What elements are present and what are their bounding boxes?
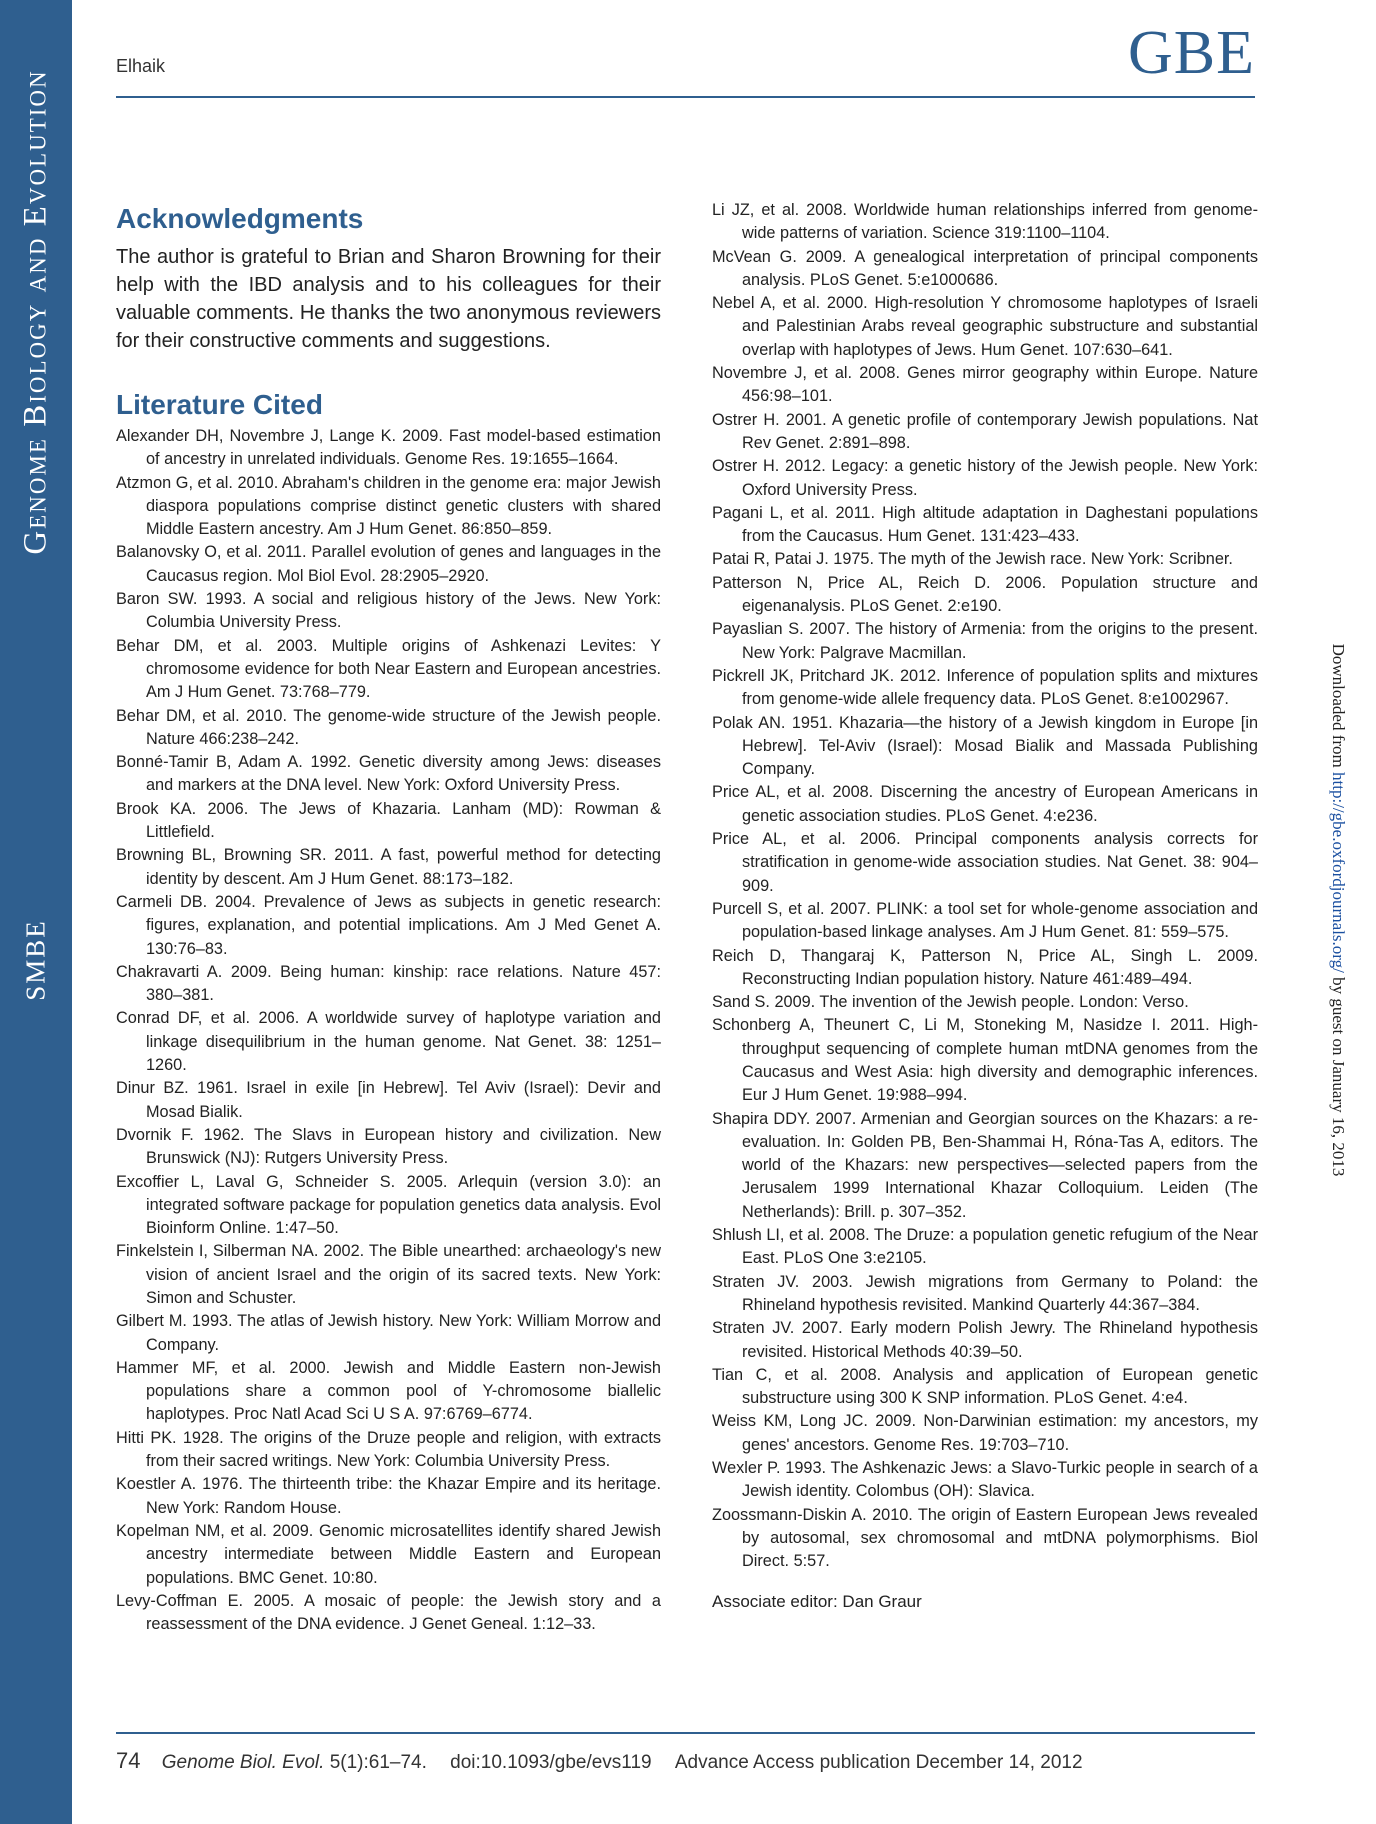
reference-item: Atzmon G, et al. 2010. Abraham's children in the genome era: major Jewish diaspora populations comprise distinct genetic clusters with shared Middle Eastern ancestry. Am J Hum Genet. 86:850–859. [116, 473, 661, 539]
right-column [712, 199, 1258, 1612]
associate-editor-name: Dan Graur [842, 1591, 922, 1611]
reference-item: Carmeli DB. 2004. Prevalence of Jews as subjects in genetic research: figures, explanation, and potential implications. Am J Med Genet A. 130:76–83. [116, 892, 661, 958]
sidebar-journal-name: Genome Biology and Evolution [17, 69, 54, 555]
reference-item: Koestler A. 1976. The thirteenth tribe: the Khazar Empire and its heritage. New York: Random House. [116, 1475, 661, 1517]
reference-item: Chakravarti A. 2009. Being human: kinship: race relations. Nature 457: 380–381. [116, 962, 661, 1005]
download-notice-suffix: by guest on January 16, 2013 [1329, 977, 1348, 1177]
footer-doi: doi:10.1093/gbe/evs119 [450, 1752, 652, 1773]
reference-item: Gilbert M. 1993. The atlas of Jewish history. New York: William Morrow and Company. [116, 1312, 661, 1354]
footer-volume: 5(1):61–74. [329, 1752, 427, 1773]
reference-item: Nebel A, et al. 2000. High-resolution Y chromosome haplotypes of Israeli and Palestinian Arabs reveal geographic substructure and substantial overlap with haplotypes of Jews. Hum Genet. 107:630–641. [712, 294, 1258, 359]
reference-item: Patai R, Patai J. 1975. The myth of the Jewish race. New York: Scribner. [712, 550, 1233, 569]
literature-cited-heading: Literature Cited [116, 389, 323, 420]
reference-item: Hitti PK. 1928. The origins of the Druze people and religion, with extracts from their sacred writings. New York: Columbia University Press. [116, 1428, 661, 1471]
acknowledgments-heading: Acknowledgments [116, 203, 364, 234]
reference-item: Price AL, et al. 2008. Discerning the ancestry of European Americans in genetic association studies. PLoS Genet. 4:e236. [712, 783, 1258, 825]
reference-item: Dinur BZ. 1961. Israel in exile [in Hebrew]. Tel Aviv (Israel): Devir and Mosad Bialik. [116, 1079, 661, 1121]
reference-item: Zoossmann-Diskin A. 2010. The origin of Eastern European Jews revealed by autosomal, sex chromosomal and mtDNA polymorphisms. Biol Direct. 5:57. [712, 1505, 1258, 1571]
reference-item: Tian C, et al. 2008. Analysis and application of European genetic substructure using 300 K SNP information. PLoS Genet. 4:e4. [712, 1365, 1258, 1408]
journal-sidebar-band [0, 0, 72, 1824]
running-head-author: Elhaik [116, 56, 166, 76]
left-column [116, 199, 661, 1636]
reference-list-right [712, 199, 1258, 1574]
reference-item: Polak AN. 1951. Khazaria—the history of a Jewish kingdom in Europe [in Hebrew]. Tel-Aviv (Israel): Mosad Bialik and Massada Publishing Company. [712, 713, 1258, 779]
download-notice-link[interactable]: http://gbe.oxfordjournals.org/ [1329, 772, 1348, 973]
header-divider [116, 96, 1255, 98]
reference-item: Dvornik F. 1962. The Slavs in European history and civilization. New Brunswick (NJ): Rutgers University Press. [116, 1125, 661, 1168]
reference-item: Straten JV. 2007. Early modern Polish Jewry. The Rhineland hypothesis revisited. Historical Methods 40:39–50. [712, 1319, 1258, 1361]
reference-item: Sand S. 2009. The invention of the Jewish people. London: Verso. [712, 993, 1189, 1012]
reference-item: Schonberg A, Theunert C, Li M, Stoneking M, Nasidze I. 2011. High-throughput sequencing of complete human mtDNA genomes from the Caucasus and West Asia: high diversity and demographic inferences. Eur J Hum Genet. 19:988–994. [712, 1016, 1258, 1105]
reference-item: Bonné-Tamir B, Adam A. 1992. Genetic diversity among Jews: diseases and markers at the DNA level. New York: Oxford University Press. [116, 753, 661, 795]
reference-item: McVean G. 2009. A genealogical interpretation of principal components analysis. PLoS Genet. 5:e1000686. [712, 247, 1258, 289]
reference-item: Purcell S, et al. 2007. PLINK: a tool set for whole-genome association and population-based linkage analyses. Am J Hum Genet. 81: 559–575. [712, 899, 1258, 942]
reference-item: Weiss KM, Long JC. 2009. Non-Darwinian estimation: my ancestors, my genes' ancestors. Genome Res. 19:703–710. [712, 1412, 1258, 1454]
reference-item: Behar DM, et al. 2010. The genome-wide structure of the Jewish people. Nature 466:238–242. [116, 706, 661, 748]
reference-item: Price AL, et al. 2006. Principal components analysis corrects for stratification in genome-wide association studies. Nat Genet. 38: 904–909. [712, 830, 1258, 895]
reference-item: Straten JV. 2003. Jewish migrations from Germany to Poland: the Rhineland hypothesis revisited. Mankind Quarterly 44:367–384. [712, 1272, 1258, 1314]
reference-item: Browning BL, Browning SR. 2011. A fast, powerful method for detecting identity by descent. Am J Hum Genet. 88:173–182. [116, 846, 661, 888]
sidebar-society-name: SMBE [20, 919, 51, 1001]
reference-item: Alexander DH, Novembre J, Lange K. 2009. Fast model-based estimation of ancestry in unrelated individuals. Genome Res. 19:1655–1664. [116, 427, 661, 469]
reference-item: Behar DM, et al. 2003. Multiple origins of Ashkenazi Levites: Y chromosome evidence for both Near Eastern and European ancestries. Am J Hum Genet. 73:768–779. [116, 636, 661, 702]
reference-item: Shapira DDY. 2007. Armenian and Georgian sources on the Khazars: a re-evaluation. In: Golden PB, Ben-Shammai H, Róna-Tas A, editors. The world of the Khazars: new perspectives—selected papers from the Jerusalem 1999 International Khazar Colloquium. Leiden (The Netherlands): Brill. p. 307–352. [712, 1109, 1258, 1221]
reference-item: Shlush LI, et al. 2008. The Druze: a population genetic refugium of the Near East. PLoS One 3:e2105. [712, 1226, 1258, 1268]
journal-logo-text: GBE [1128, 19, 1255, 87]
associate-editor [712, 1592, 1258, 1612]
footer-publication: Advance Access publication December 14, 2012 [674, 1752, 1083, 1773]
reference-item: Patterson N, Price AL, Reich D. 2006. Population structure and eigenanalysis. PLoS Genet. 2:e190. [712, 573, 1258, 616]
acknowledgments-text: The author is grateful to Brian and Sharon Browning for their help with the IBD analysis and to his colleagues for their valuable comments. He thanks the two anonymous reviewers for their constructive comments and suggestions. [116, 246, 661, 352]
reference-item: Baron SW. 1993. A social and religious history of the Jews. New York: Columbia University Press. [116, 590, 661, 632]
reference-item: Balanovsky O, et al. 2011. Parallel evolution of genes and languages in the Caucasus region. Mol Biol Evol. 28:2905–2920. [116, 543, 661, 585]
reference-item: Novembre J, et al. 2008. Genes mirror geography within Europe. Nature 456:98–101. [712, 364, 1258, 406]
reference-item: Excoffier L, Laval G, Schneider S. 2005. Arlequin (version 3.0): an integrated software package for population genetics data analysis. Evol Bioinform Online. 1:47–50. [116, 1172, 661, 1238]
reference-item: Conrad DF, et al. 2006. A worldwide survey of haplotype variation and linkage disequilibrium in the human genome. Nat Genet. 38: 1251–1260. [116, 1009, 661, 1075]
reference-item: Reich D, Thangaraj K, Patterson N, Price AL, Singh L. 2009. Reconstructing Indian population history. Nature 461:489–494. [712, 946, 1258, 988]
reference-item: Brook KA. 2006. The Jews of Khazaria. Lanham (MD): Rowman & Littlefield. [116, 799, 661, 842]
page-footer [116, 1748, 1083, 1774]
reference-item: Wexler P. 1993. The Ashkenazic Jews: a Slavo-Turkic people in search of a Jewish identity. Colombus (OH): Slavica. [712, 1459, 1258, 1501]
associate-editor-label: Associate editor: [712, 1591, 838, 1611]
reference-item: Hammer MF, et al. 2000. Jewish and Middle Eastern non-Jewish populations share a common pool of Y-chromosome biallelic haplotypes. Proc Natl Acad Sci U S A. 97:6769–6774. [116, 1358, 661, 1424]
reference-item: Ostrer H. 2012. Legacy: a genetic history of the Jewish people. New York: Oxford University Press. [712, 457, 1258, 499]
reference-item: Kopelman NM, et al. 2009. Genomic microsatellites identify shared Jewish ancestry intermediate between Middle Eastern and European populations. BMC Genet. 10:80. [116, 1521, 661, 1587]
reference-item: Pagani L, et al. 2011. High altitude adaptation in Daghestani populations from the Caucasus. Hum Genet. 131:423–433. [712, 503, 1258, 546]
page-number: 74 [116, 1748, 141, 1773]
reference-item: Pickrell JK, Pritchard JK. 2012. Inference of population splits and mixtures from genome-wide allele frequency data. PLoS Genet. 8:e1002967. [712, 666, 1258, 709]
reference-item: Payaslian S. 2007. The history of Armenia: from the origins to the present. New York: Palgrave Macmillan. [712, 620, 1258, 662]
footer-divider [116, 1732, 1255, 1734]
download-notice [1328, 644, 1348, 1177]
reference-item: Finkelstein I, Silberman NA. 2002. The Bible unearthed: archaeology's new vision of ancient Israel and the origin of its sacred texts. New York: Simon and Schuster. [116, 1242, 661, 1307]
download-notice-prefix: Downloaded from [1329, 643, 1348, 768]
reference-item: Ostrer H. 2001. A genetic profile of contemporary Jewish populations. Nat Rev Genet. 2:891–898. [712, 410, 1258, 452]
reference-item: Li JZ, et al. 2008. Worldwide human relationships inferred from genome-wide patterns of variation. Science 319:1100–1104. [712, 201, 1258, 243]
reference-list-left [116, 425, 661, 1636]
footer-journal: Genome Biol. Evol. [161, 1752, 325, 1773]
reference-item: Levy-Coffman E. 2005. A mosaic of people: the Jewish story and a reassessment of the DNA evidence. J Genet Geneal. 1:12–33. [116, 1591, 661, 1634]
